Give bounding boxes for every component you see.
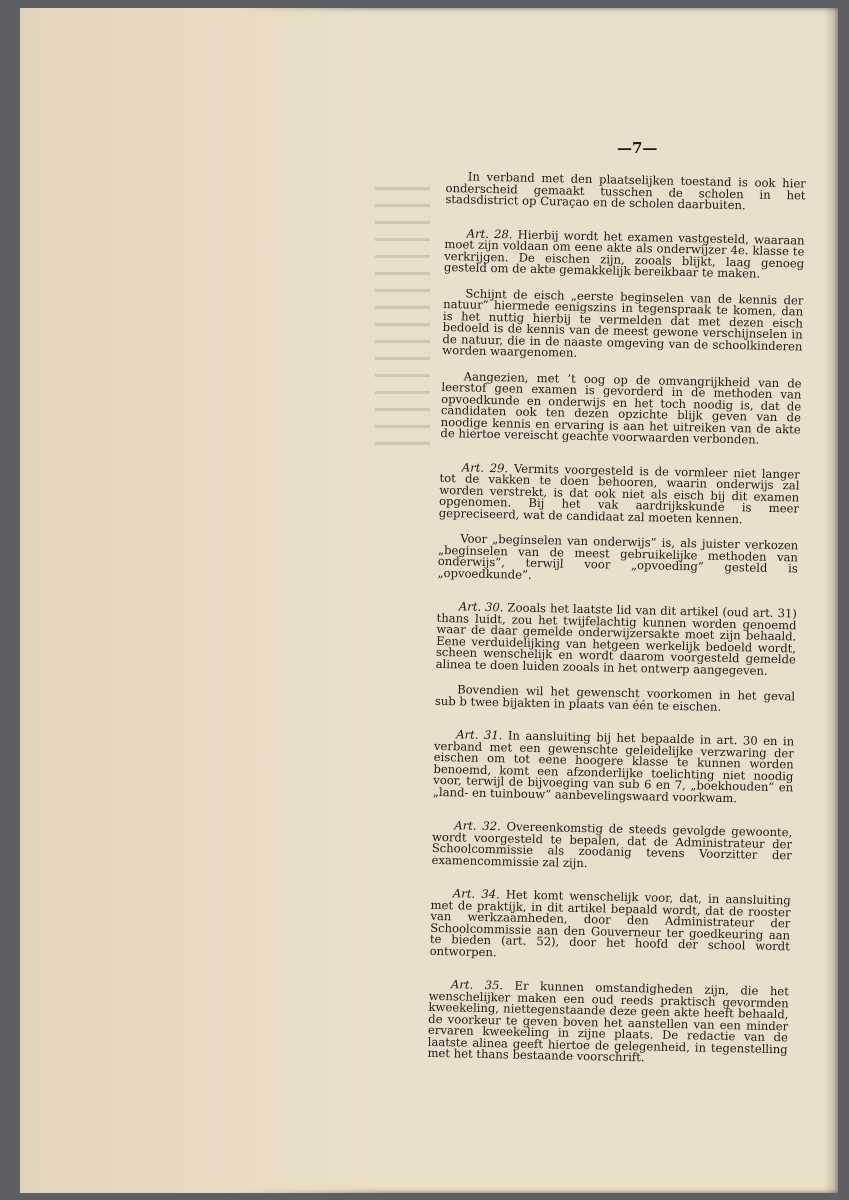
paragraph-text: Bovendien wil het gewenscht voorkomen in het geval sub b twee bijakten in plaats van één te eischen.	[434, 682, 796, 714]
paragraph-text: In aansluiting bij het bepaalde in art. 30 en in verband met een gewenschte geleidelijke verzwaring der eischen om tot eene hoogere klasse te kunnen worden benoemd, komt een afzonderlijke toelichting niet noodig voor, terwijl de bijvoeging van sub 6 en 7, „boekhouden” en „land- en tuinbouw” aanbevelingswaard voorkwam.	[432, 728, 795, 805]
paragraph	[436, 601, 797, 678]
paragraph-text: Vermits voorgesteld is de vormleer niet langer tot de vakken te doen behooren, waarin onderwijs zal worden verstrekt, is dat ook niet als eisch bij dit examen opgenomen. Bij het vak aardrijkskunde is meer gepreciseerd, wat de candidaat zal moeten kennen.	[438, 460, 800, 526]
page-edge-shadow	[824, 8, 838, 1193]
show-through-marks	[375, 173, 430, 733]
paragraph-text: Voor „beginselen van onderwijs” is, als juister verkozen „beginselen van de meest gebruikelijke methoden van onderwijs”, terwijl voor „opvoeding” gesteld is „opvoedkunde”.	[437, 531, 799, 582]
paragraph	[430, 888, 791, 965]
article-number: Art. 31.	[456, 727, 503, 743]
text-column	[427, 171, 806, 1081]
article-number: Art. 32.	[454, 818, 501, 834]
paragraph-text: Zooals het laatste lid van dit artikel (oud art. 31) thans luidt, zou het twijfelachtig kunnen worden genoemd waar de daar gemelde onderwijzersakte moet zijn behaald. Eene verduidelijking van hetgeen werkelijk bedoeld wordt, scheen wenschelijk en wordt daarom voorgesteld gemelde alinea te doen luiden zooals in het ontwerp aangegeven.	[435, 600, 797, 678]
article-number: Art. 29.	[461, 459, 509, 475]
article-number: Art. 30.	[458, 599, 504, 615]
paragraph	[433, 729, 794, 806]
paragraph	[440, 370, 801, 447]
paragraph	[431, 820, 792, 874]
paragraph-text: Het komt wenschelijk voor, dat, in aansluiting met de praktijk, in dit artikel bepaald wordt, dat de rooster van werkzaamheden, door den Administrateur der Schoolcommissie aan den Gouverneur ter goedkeuring aan te bieden (art. 52), door het hoofd der school wordt ontworpen.	[429, 887, 791, 959]
article-number: Art. 28.	[466, 225, 513, 241]
paragraph-text: Schijnt de eisch „eerste beginselen van de kennis der natuur” hiermede eenigszins in tegenspraak te komen, dan is het nuttig hierbij te vermelden dat met dezen eisch bedoeld is de kennis van de meest gewone verschijnselen in de natuur, die in de naaste omgeving van de schoolkinderen worden waargenomen.	[442, 285, 804, 360]
paragraph	[427, 979, 789, 1067]
article-number: Art. 34.	[452, 886, 500, 902]
paragraph	[439, 461, 800, 526]
paragraph	[437, 533, 798, 587]
paragraph-text: In verband met den plaatselijken toestand is ook hier onderscheid gemaakt tusschen de scholen in het stadsdistrict op Curaçao en de scholen daarbuiten.	[445, 169, 806, 213]
paragraph-text: Aangezien, met ’t oog op de omvangrijkheid van de leerstof geen examen is gevorderd in de methoden van opvoedkunde en onderwijs en het toch noodig is, dat de candidaten ook ten dezen opzichte blijk geven van de noodige kennis en ervaring is aan het uitreiken van de akte de hiertoe vereischt geachte voorwaarden verbonden.	[440, 368, 802, 447]
paragraph-text: Er kunnen omstandigheden zijn, die het wenschelijker maken een oud reeds praktisch gevormden kweekeling, niettegenstaande deze geen akte heeft behaald, de voorkeur te geven boven het aanstellen van een minder ervaren kweekeling in zijne plaats. De redactie van de laatste alinea geeft hiertoe de gelegenheid, in tegenstelling met het thans bestaande voorschrift.	[427, 978, 790, 1065]
document-page	[20, 8, 838, 1193]
article-number: Art. 35.	[450, 977, 504, 993]
paragraph	[445, 171, 806, 213]
paragraph	[444, 227, 805, 281]
paragraph-text: Hierbij wordt het examen vastgesteld, waaraan moet zijn voldaan om eene akte als onderwijzer 4e. klasse te verkrijgen. De eischen zijn, zooals blijkt, laag genoeg gesteld om de akte gemakkelijk bereikbaar te maken.	[443, 227, 805, 281]
paragraph	[442, 287, 803, 364]
paragraph	[435, 684, 795, 715]
paragraph-text: Overeenkomstig de steeds gevolgde gewoonte, wordt voorgesteld te bepalen, dat de Administrateur der Schoolcommissie als zoodanig tevens Voorzitter der examencommissie zal zijn.	[431, 819, 793, 870]
page-number: —7—	[617, 139, 658, 157]
blank-left-area	[20, 8, 380, 1193]
